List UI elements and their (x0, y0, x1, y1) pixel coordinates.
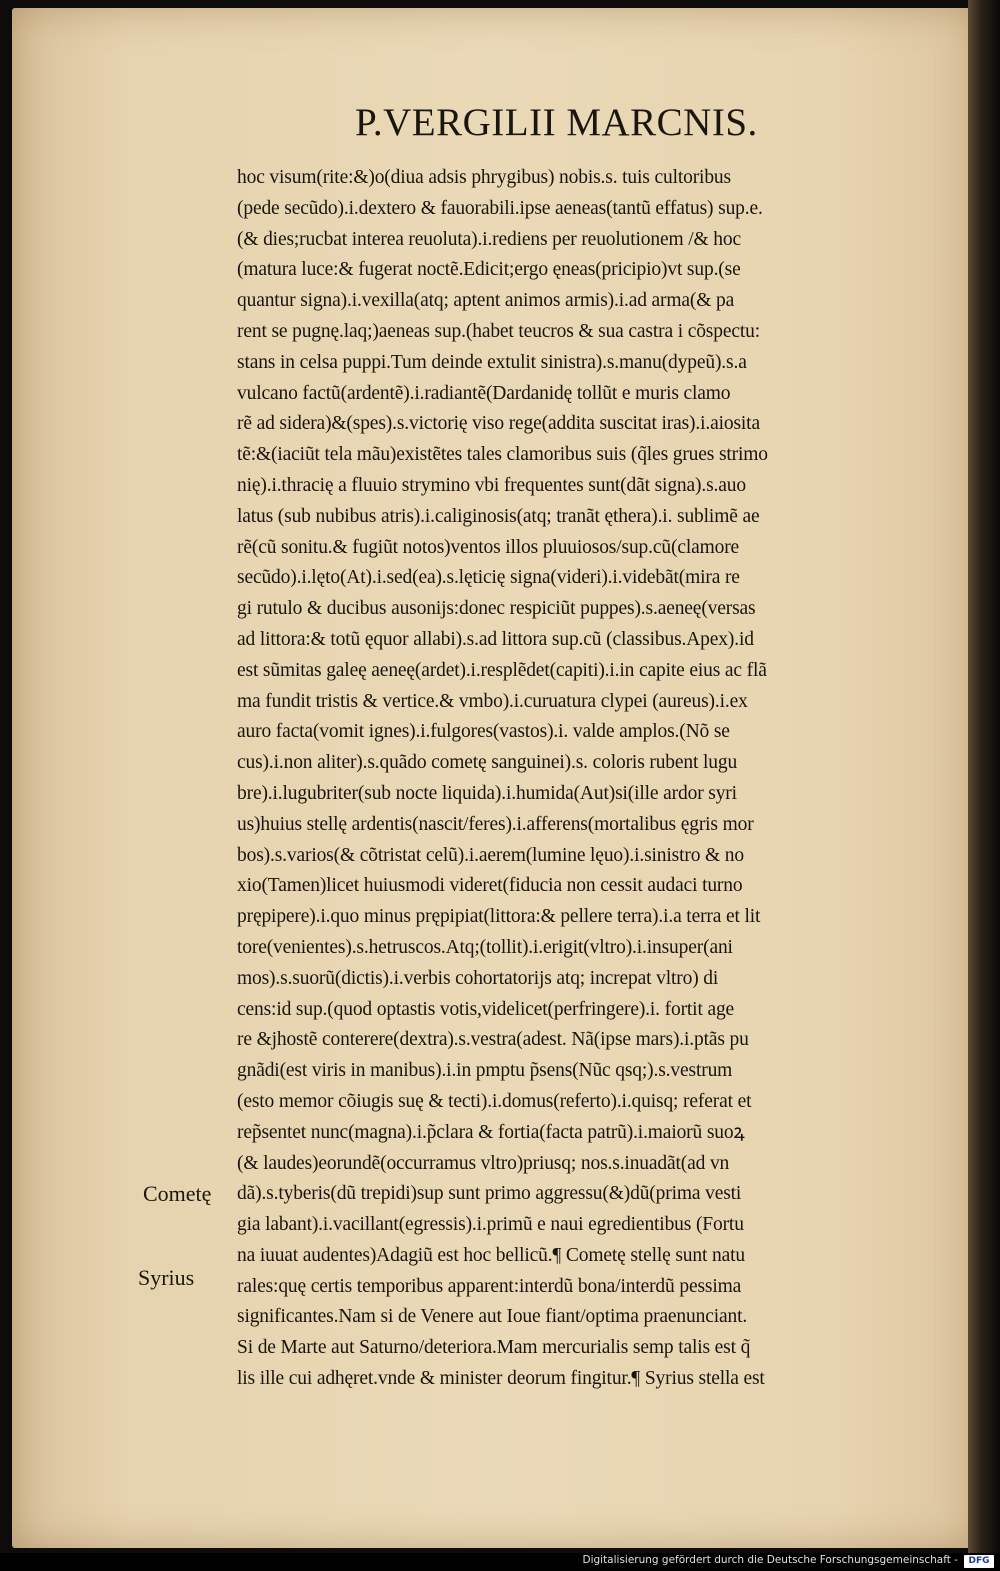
text-line: ma fundit tristis & vertice.& vmbo).i.curuatura clypei (aureus).i.ex (237, 690, 748, 712)
text-line: us)huius stellę ardentis(nascit/feres).i.afferens(mortalibus ęgris mor (237, 813, 754, 835)
text-line: rales:quę certis temporibus apparent:interdũ bona/interdũ pessima (237, 1275, 742, 1297)
text-line: Si de Marte aut Saturno/deteriora.Mam mercurialis semp talis est q̃ (237, 1337, 751, 1359)
text-line: bos).s.varios(& cõtristat celũ).i.aerem(lumine lęuo).i.sinistro & no (237, 844, 744, 866)
text-line: hoc visum(rite:&)o(diua adsis phrygibus) nobis.s. tuis cultoribus (237, 167, 731, 188)
text-line: na iuuat audentes)Adagiũ est hoc bellicũ.¶ Cometę stellę sunt natu (237, 1244, 745, 1266)
text-line: (esto memor cõiugis suę & tecti).i.domus(referto).i.quisq; referat et (237, 1090, 752, 1112)
text-line: rep̃sentet nunc(magna).i.p̃clara & fortia(facta patrũ).i.maiorũ suoꝝ (237, 1121, 745, 1143)
margin-note-syrius: Syrius (138, 1265, 195, 1290)
text-line: significantes.Nam si de Venere aut Ioue fiant/optima praenunciant. (237, 1306, 748, 1328)
text-line: tẽ:&(iaciũt tela mãu)existẽtes tales clamoribus suis (q̃les grues strimo (237, 444, 768, 466)
text-line: (& dies;rucbat interea reuoluta).i.rediens per reuolutionem /& hoc (237, 228, 741, 250)
book-spine (968, 0, 1000, 1553)
text-line: tore(venientes).s.hetruscos.Atq;(tollit).i.erigit(vltro).i.insuper(ani (237, 936, 733, 958)
text-line: est sũmitas galeę aeneę(ardet).i.resplẽdet(capiti).i.in capite eius ac flã (237, 659, 767, 681)
text-line: latus (sub nubibus atris).i.caliginosis(atq; tranãt ęthera).i. sublimẽ ae (237, 505, 760, 527)
digitization-footer (0, 1553, 1000, 1571)
text-line: cus).i.non aliter).s.quãdo cometę sanguinei).s. coloris rubent lugu (237, 752, 738, 774)
commentary-text-block (237, 163, 953, 1395)
text-line: rẽ(cũ sonitu.& fugiũt notos)ventos illos pluuiosos/sup.cũ(clamore (237, 536, 740, 558)
text-line: (pede secũdo).i.dextero & fauorabili.ipse aeneas(tantũ effatus) sup.e. (237, 197, 763, 219)
text-line: nię).i.thracię a fluuio strymino vbi frequentes sunt(dãt signa).s.auo (237, 474, 746, 496)
text-line: auro facta(vomit ignes).i.fulgores(vastos).i. valde amplos.(Nõ se (237, 721, 730, 743)
text-line: mos).s.suorũ(dictis).i.verbis cohortatorijs atq; increpat vltro) di (237, 967, 719, 989)
text-line: quantur signa).i.vexilla(atq; aptent animos armis).i.ad arma(& pa (237, 290, 735, 312)
text-line: (& laudes)eorundẽ(occurramus vltro)priusq; nos.s.inuadãt(ad vn (237, 1152, 730, 1174)
text-line: re &jhostẽ conterere(dextra).s.vestra(adest. Nã(ipse mars).i.ptãs pu (237, 1029, 749, 1051)
dfg-logo: DFG (964, 1555, 994, 1568)
text-line: cens:id sup.(quod optastis votis,videlicet(perfringere).i. fortit age (237, 998, 735, 1020)
text-line: dã).s.tyberis(dũ trepidi)sup sunt primo aggressu(&)dũ(prima vesti (237, 1183, 742, 1205)
text-line: secũdo).i.lęto(At).i.sed(ea).s.lęticię signa(videri).i.videbãt(mira re (237, 567, 740, 589)
text-line: bre).i.lugubriter(sub nocte liquida).i.humida(Aut)si(ille ardor syri (237, 782, 737, 804)
text-line: rẽ ad sidera)&(spes).s.victorię viso rege(addita suscitat iras).i.aiosita (237, 413, 760, 435)
text-line: gi rutulo & ducibus ausonijs:donec respiciũt puppes).s.aeneę(versas (237, 598, 756, 620)
text-line: ad littora:& totũ ęquor allabi).s.ad littora sup.cũ (classibus.Apex).id (237, 628, 754, 650)
text-line: gia labant).i.vacillant(egressis).i.primũ e naui egredientibus (Fortu (237, 1214, 744, 1236)
text-line: vulcano factũ(ardentẽ).i.radiantẽ(Dardanidę tollũt e muris clamo (237, 382, 731, 404)
text-line: xio(Tamen)licet huiusmodi videret(fiducia non cessit audaci turno (237, 875, 743, 897)
running-header: P.VERGILII MARCNIS. (355, 101, 758, 144)
text-line: (matura luce:& fugerat noctẽ.Edicit;ergo ęneas(pricipio)vt sup.(se (237, 259, 741, 281)
margin-note-cometae: Cometę (143, 1181, 212, 1206)
text-line: stans in celsa puppi.Tum deinde extulit sinistra).s.manu(dypeũ).s.a (237, 351, 747, 373)
funding-credit: Digitalisierung gefördert durch die Deutsche Forschungsgemeinschaft - (582, 1554, 958, 1566)
text-line: rent se pugnę.laq;)aeneas sup.(habet teucros & sua castra i cõspectu: (237, 320, 760, 342)
text-line: lis ille cui adhęret.vnde & minister deorum fingitur.¶ Syrius stella est (237, 1368, 765, 1390)
text-line: prępipere).i.quo minus prępipiat(littora:& pellere terra).i.a terra et lit (237, 906, 761, 928)
text-line: gnãdi(est viris in manibus).i.in pmptu p̃sens(Nũc qsq;).s.vestrum (237, 1060, 733, 1082)
